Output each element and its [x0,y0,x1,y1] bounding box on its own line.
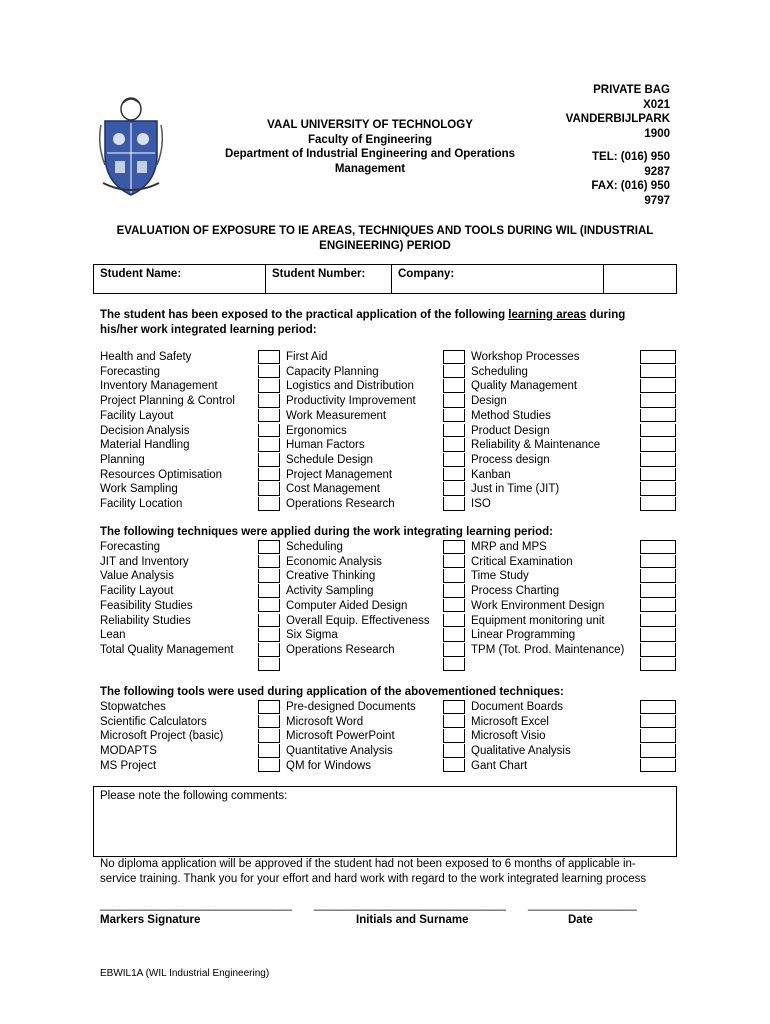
tools-col3-item: Gant Chart [471,759,528,772]
techniques-col1 [100,540,234,658]
approval-note [100,857,670,887]
areas-col3-item: ISO [471,498,491,511]
areas-heading-pre: The student has been exposed to the practical application of the following [100,309,509,321]
checkbox[interactable] [640,468,676,482]
checkbox[interactable] [258,394,280,408]
areas-col2-item: Capacity Planning [286,365,379,378]
areas-col1-item: Project Planning & Control [100,395,235,408]
techniques-col3-item: Linear Programming [471,629,576,642]
checkbox[interactable] [640,365,676,379]
areas-col2-item: Project Management [286,468,393,481]
checkbox[interactable] [258,628,280,642]
techniques-col2-item: Six Sigma [286,629,338,642]
tools-col2 [286,700,416,774]
checkbox[interactable] [258,700,280,714]
checkbox[interactable] [640,584,676,598]
university-name: VAAL UNIVERSITY OF TECHNOLOGY [267,119,473,131]
document-title [100,224,670,253]
techniques-heading: The following techniques were applied during the work integrating learning period: [100,526,554,538]
areas-col2-item: Schedule Design [286,453,373,466]
areas-col1-item: Forecasting [100,365,161,378]
techniques-col3-item: MRP and MPS [471,541,547,553]
areas-col2-item: First Aid [286,351,328,363]
checkbox[interactable] [640,700,676,714]
checkbox[interactable] [443,409,465,423]
checkbox[interactable] [258,614,280,628]
address-line3: VANDERBIJLPARK [565,113,670,125]
areas-col1 [100,350,235,512]
tools-col2-item: Microsoft Word [286,715,364,728]
checkbox[interactable] [258,643,280,657]
checkbox[interactable] [640,628,676,642]
areas-heading-line2: his/her work integrated learning period: [100,323,317,336]
student-name-cell[interactable] [94,265,266,293]
tools-col3-item: Qualitative Analysis [471,745,571,758]
techniques-col3-item: Time Study [471,570,529,583]
comments-label: Please note the following comments: [100,790,288,802]
initials-surname-label: Initials and Surname [356,914,469,926]
tools-heading: The following tools were used during application of the abovementioned techniques: [100,686,564,698]
techniques-col2-item: Economic Analysis [286,555,382,568]
student-number-label: Student Number: [272,268,366,280]
areas-col1-item: Facility Location [100,498,183,511]
techniques-col1-item: Total Quality Management [100,643,234,656]
checkbox[interactable] [443,365,465,379]
markers-signature-line[interactable]: ______________________________ [100,899,292,911]
areas-col2-item: Operations Research [286,498,395,511]
techniques-col2 [286,540,430,658]
checkbox[interactable] [640,643,676,657]
checkbox[interactable] [640,482,676,496]
checkbox[interactable] [443,584,465,598]
areas-col2-item: Ergonomics [286,424,347,437]
tools-col1-item: Scientific Calculators [100,715,207,728]
checkbox[interactable] [258,365,280,379]
areas-col3-item: Scheduling [471,365,528,378]
checkbox[interactable] [258,453,280,467]
areas-col2-item: Logistics and Distribution [286,380,414,393]
checkbox[interactable] [258,555,280,569]
checkbox[interactable] [258,409,280,423]
department-line2: Management [334,162,406,175]
techniques-col1-item: Feasibility Studies [100,599,193,612]
checkbox[interactable] [258,379,280,393]
techniques-col3-item: Critical Examination [471,555,573,568]
checkbox[interactable] [258,744,280,758]
checkbox[interactable] [443,394,465,408]
date-line[interactable]: _________________ [528,899,637,911]
areas-col2-item: Productivity Improvement [286,395,416,408]
checkbox[interactable] [640,715,676,729]
tools-col2-item: Microsoft PowerPoint [286,730,395,743]
checkbox[interactable] [640,497,676,511]
areas-col2-item: Cost Management [286,483,380,496]
checkbox[interactable] [443,643,465,657]
learning-areas-heading [100,308,675,337]
checkbox[interactable] [258,540,280,554]
checkbox[interactable] [443,482,465,496]
areas-col1-item: Work Sampling [100,483,178,496]
tools-col1-item: MODAPTS [100,745,157,758]
checkbox[interactable] [640,424,676,438]
initials-surname-line[interactable]: ______________________________ [314,899,506,911]
tools-col3-item: Microsoft Excel [471,715,549,728]
checkbox[interactable] [258,482,280,496]
checkbox[interactable] [640,394,676,408]
date-label: Date [568,914,593,926]
areas-col1-item: Inventory Management [100,380,218,393]
checkbox[interactable] [640,658,676,672]
techniques-col1-item: Reliability Studies [100,614,191,627]
tools-col3 [471,700,571,774]
company-cell[interactable] [392,265,604,293]
techniques-col2-item: Creative Thinking [286,570,376,583]
techniques-col2-item: Computer Aided Design [286,599,408,612]
department-line1: Department of Industrial Engineering and Operations [224,148,516,160]
areas-col1-item: Health and Safety [100,351,192,363]
checkbox[interactable] [640,409,676,423]
footer-code: EBWIL1A (WIL Industrial Engineering) [100,968,270,979]
areas-col1-item: Resources Optimisation [100,468,223,481]
student-name-label: Student Name: [100,268,182,280]
company-label: Company: [398,268,455,280]
checkbox[interactable] [258,497,280,511]
checkbox[interactable] [443,438,465,452]
techniques-col1-item: Facility Layout [100,585,174,598]
extra-cell[interactable] [604,265,676,293]
techniques-col2-item: Overall Equip. Effectiveness [286,614,430,627]
checkbox[interactable] [258,569,280,583]
checkbox[interactable] [443,614,465,628]
checkbox[interactable] [443,658,465,672]
techniques-col3-item: Equipment monitoring unit [471,614,605,627]
areas-col3-item: Workshop Processes [471,351,580,363]
techniques-col2-item: Scheduling [286,541,343,553]
checkbox[interactable] [443,729,465,743]
areas-col2-item: Human Factors [286,439,365,452]
student-info-table [93,264,677,294]
techniques-col1-item: Forecasting [100,541,161,553]
markers-signature-label: Markers Signature [100,914,201,926]
checkbox[interactable] [443,497,465,511]
checkbox[interactable] [640,453,676,467]
areas-col1-item: Material Handling [100,439,190,452]
checkbox[interactable] [443,715,465,729]
areas-col1-item: Planning [100,453,145,466]
areas-col3-item: Just in Time (JIT) [471,483,560,496]
checkbox[interactable] [443,759,465,773]
techniques-col2-item: Operations Research [286,643,395,656]
university-header [215,118,525,176]
areas-col3-item: Process design [471,453,550,466]
checkbox[interactable] [443,744,465,758]
techniques-col3-item: Work Environment Design [471,599,605,612]
checkbox[interactable] [258,759,280,773]
checkbox[interactable] [443,468,465,482]
checkbox[interactable] [640,379,676,393]
checkbox[interactable] [443,555,465,569]
areas-col3-item: Quality Management [471,380,578,393]
address-line4: 1900 [644,127,670,140]
checkbox[interactable] [640,438,676,452]
checkbox[interactable] [258,438,280,452]
checkbox[interactable] [258,584,280,598]
areas-col3-item: Method Studies [471,409,551,422]
techniques-col2-item: Activity Sampling [286,585,374,598]
checkbox[interactable] [258,715,280,729]
title-line1: EVALUATION OF EXPOSURE TO IE AREAS, TECHNIQUES AND TOOLS DURING WIL (INDUSTRIAL [116,225,654,237]
checkbox[interactable] [443,379,465,393]
checkbox[interactable] [443,453,465,467]
techniques-col3-item: Process Charting [471,585,560,598]
university-crest-logo [99,95,163,197]
checkbox[interactable] [640,599,676,613]
areas-col1-item: Decision Analysis [100,424,190,437]
checkbox[interactable] [640,759,676,773]
checkbox[interactable] [258,468,280,482]
fax-line1: FAX: (016) 950 [591,180,670,192]
checkbox[interactable] [640,569,676,583]
checkbox[interactable] [258,424,280,438]
tel-line2: 9287 [644,165,670,178]
checkbox[interactable] [443,569,465,583]
address-block [530,83,670,208]
checkbox[interactable] [258,350,280,364]
tools-col2-item: QM for Windows [286,759,371,772]
checkbox[interactable] [258,658,280,672]
tools-col3-item: Document Boards [471,701,564,713]
techniques-col1-item: Lean [100,629,126,642]
tools-col2-item: Quantitative Analysis [286,745,393,758]
checkbox[interactable] [640,614,676,628]
areas-heading-post: during [586,309,626,321]
checkbox[interactable] [258,729,280,743]
tel-line1: TEL: (016) 950 [592,151,670,163]
techniques-col1-item: JIT and Inventory [100,555,189,568]
areas-col2-item: Work Measurement [286,409,387,422]
checkbox[interactable] [640,350,676,364]
checkbox[interactable] [640,540,676,554]
tools-col1-item: Stopwatches [100,701,166,713]
address-line1: PRIVATE BAG [593,84,670,96]
areas-col3-item: Design [471,395,507,408]
checkbox[interactable] [443,540,465,554]
areas-heading-underlined: learning areas [508,309,587,321]
checkbox[interactable] [258,599,280,613]
checkbox[interactable] [443,628,465,642]
tools-col1 [100,700,223,774]
address-line2: X021 [643,98,670,111]
title-line2: ENGINEERING) PERIOD [319,239,451,252]
areas-col3-item: Reliability & Maintenance [471,439,601,452]
areas-col3-item: Kanban [471,468,511,481]
techniques-col1-item: Value Analysis [100,570,174,583]
tools-col3-item: Microsoft Visio [471,730,546,743]
faculty-name: Faculty of Engineering [308,133,432,146]
note-line1: No diploma application will be approved if the student had not been exposed to 6 months of applicable in- [100,858,636,870]
techniques-col3 [471,540,624,658]
checkbox[interactable] [443,424,465,438]
note-line2: service training. Thank you for your effort and hard work with regard to the work integrated learning process [100,873,647,885]
areas-col2 [286,350,416,512]
tools-col1-item: Microsoft Project (basic) [100,730,224,743]
checkbox[interactable] [640,744,676,758]
student-number-cell[interactable] [266,265,392,293]
checkbox[interactable] [640,555,676,569]
techniques-col3-item: TPM (Tot. Prod. Maintenance) [471,643,625,656]
checkbox[interactable] [443,599,465,613]
fax-line2: 9797 [644,194,670,207]
checkbox[interactable] [443,350,465,364]
areas-col1-item: Facility Layout [100,409,174,422]
comments-box[interactable] [93,786,677,857]
areas-col3 [471,350,600,512]
checkbox[interactable] [443,700,465,714]
tools-col1-item: MS Project [100,759,157,772]
checkbox[interactable] [640,729,676,743]
areas-col3-item: Product Design [471,424,550,437]
tools-col2-item: Pre-designed Documents [286,701,416,713]
